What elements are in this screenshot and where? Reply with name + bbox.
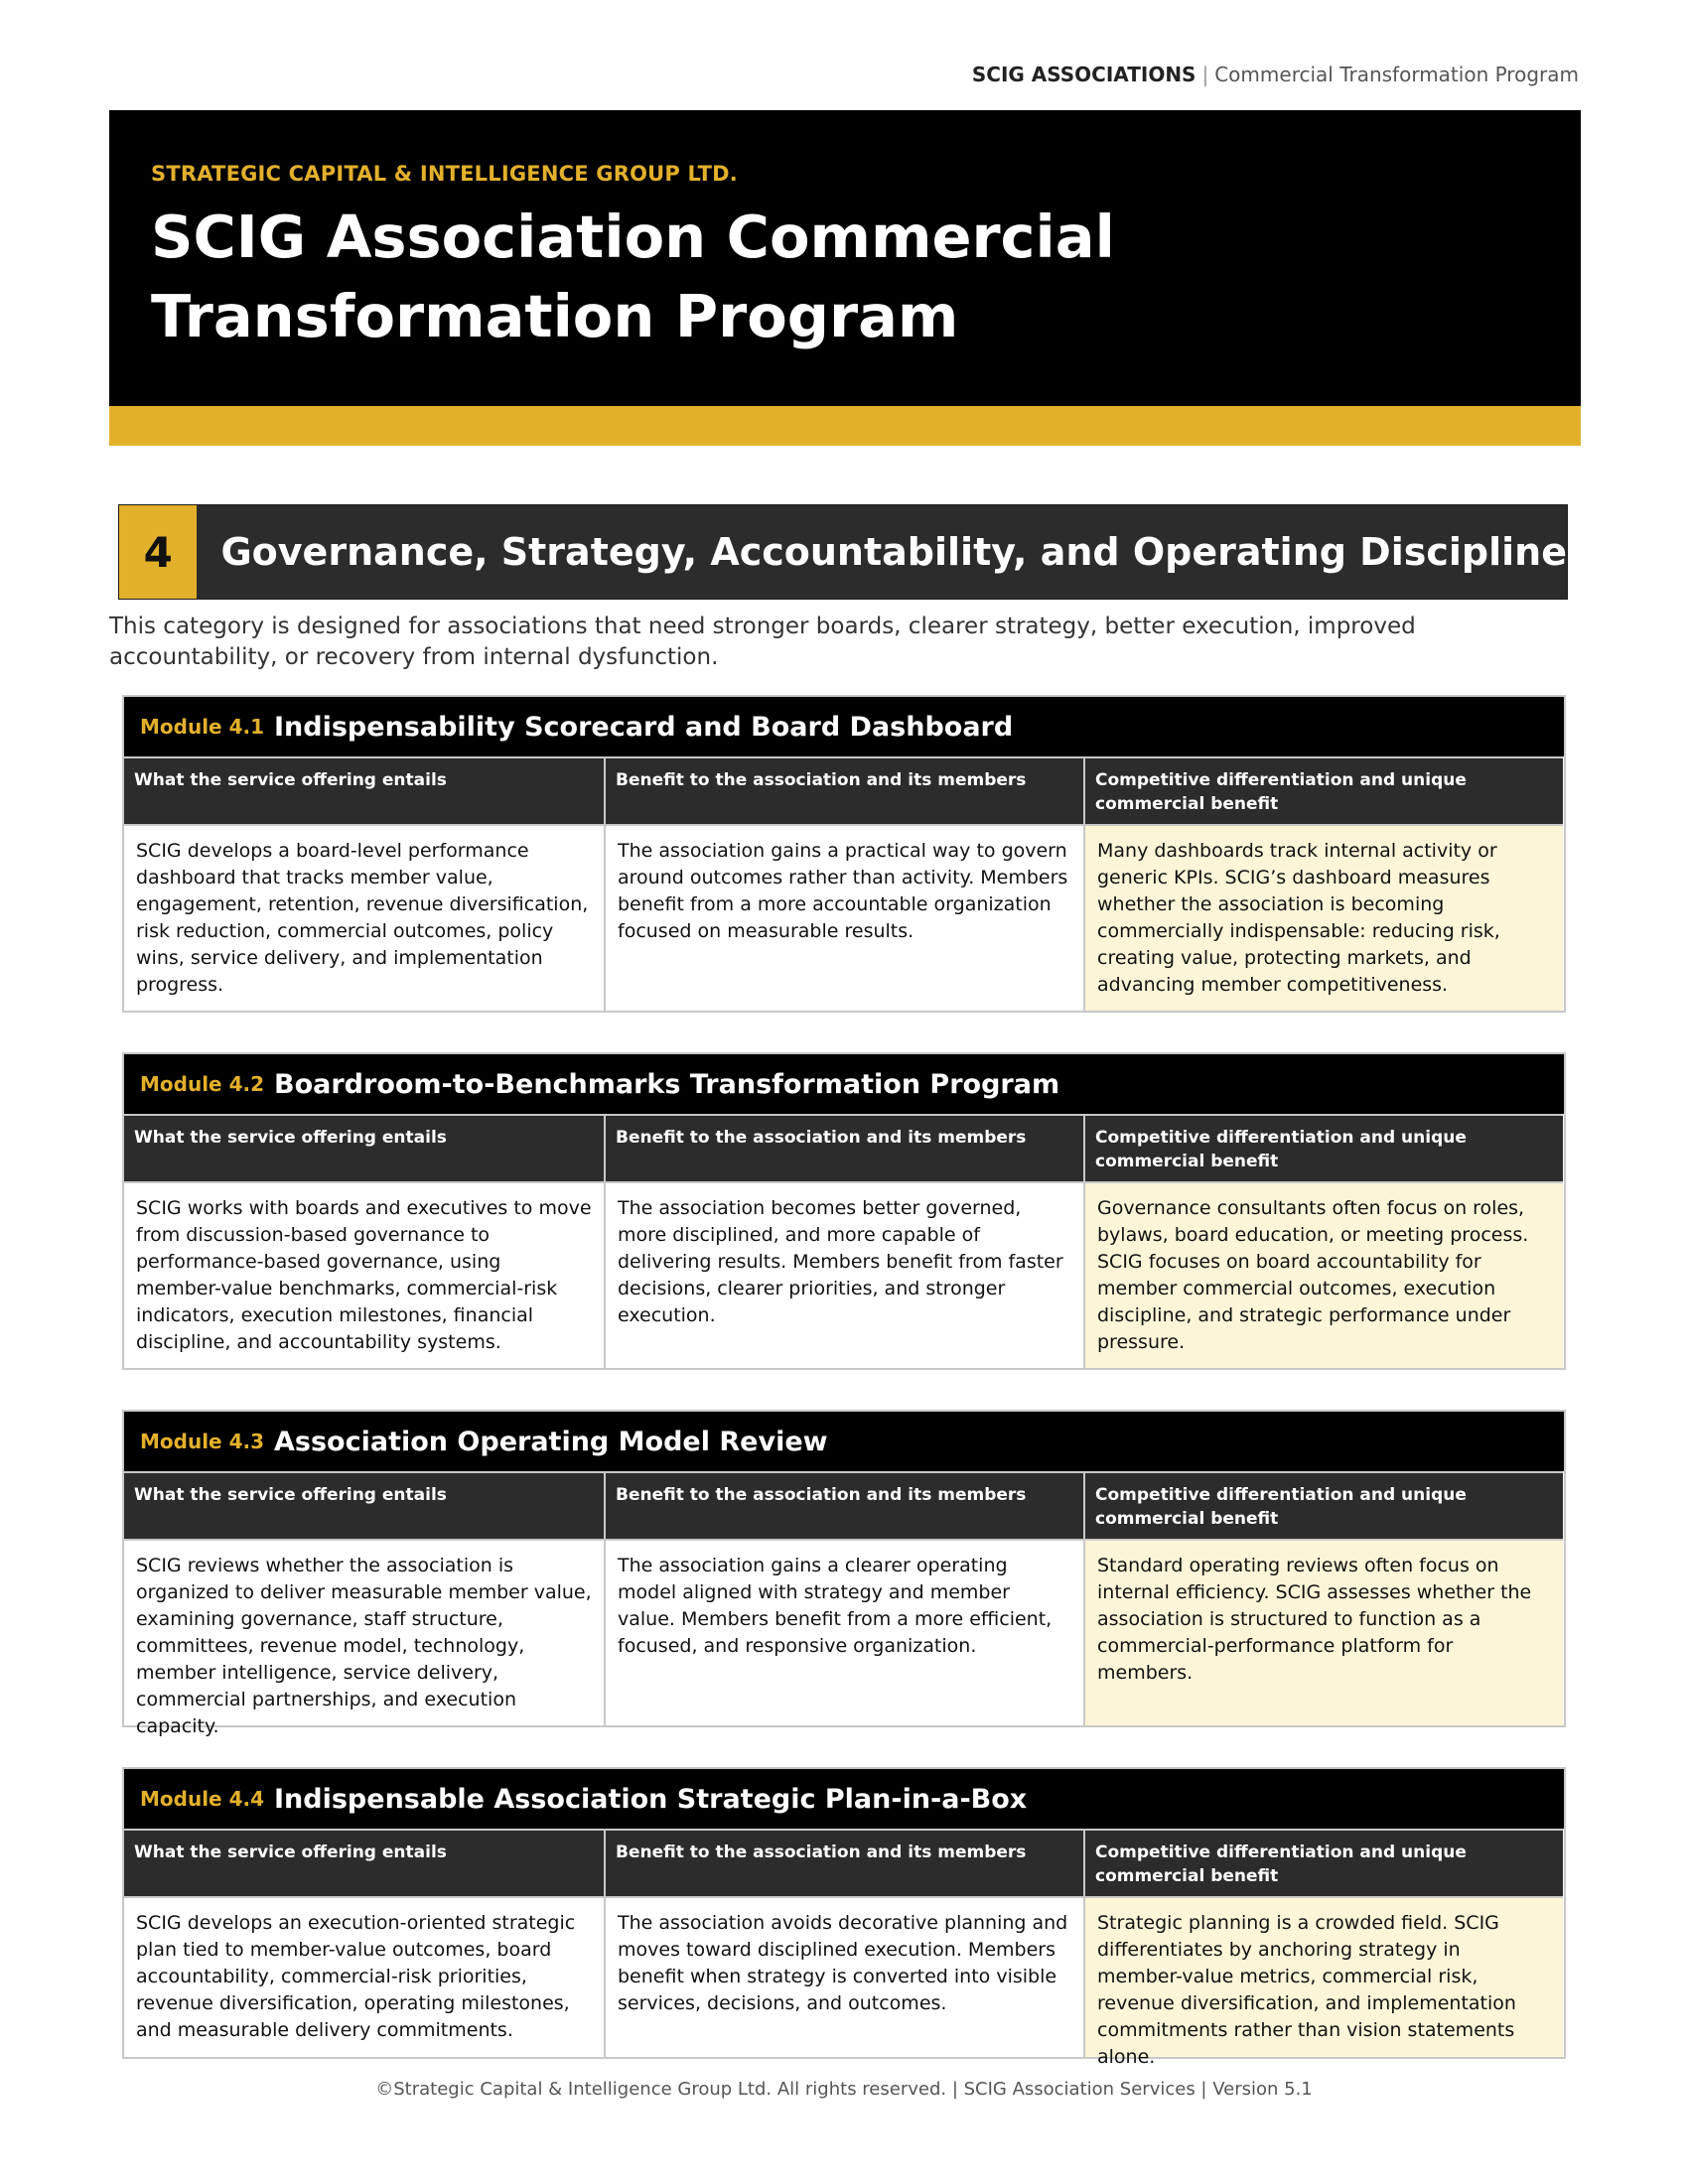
module-title: Boardroom-to-Benchmarks Transformation Program [274, 1068, 1060, 1100]
module-title: Indispensable Association Strategic Plan-in-a-Box [274, 1783, 1028, 1815]
module-table [124, 1471, 1564, 1737]
module-tag: Module 4.3 [140, 1430, 265, 1453]
entails-cell: SCIG develops a board-level performance dashboard that tracks member value, engagement, retention, revenue diversification, risk reduction, commercial outcomes, policy wins, service delivery, and implementation progress. [124, 824, 604, 1011]
module-table [124, 1829, 1564, 2068]
entails-cell: SCIG works with boards and executives to move from discussion-based governance to performance-based governance, using member-value benchmarks, commercial-risk indicators, execution milestones, financial discipline, and accountability systems. [124, 1181, 604, 1368]
hero-title: SCIG Association Commercial Transformation Program [151, 203, 1115, 350]
differentiation-cell: Standard operating reviews often focus on internal efficiency. SCIG assesses whether the association is structured to function as a commercial-performance platform for members. [1085, 1539, 1563, 1725]
section-header [118, 504, 1568, 600]
module-card [122, 695, 1566, 1013]
column-header: Competitive differentiation and unique commercial benefit [1085, 1114, 1563, 1181]
module-table [124, 756, 1564, 1011]
column-header: Benefit to the association and its members [606, 1829, 1083, 1896]
module-tag: Module 4.1 [140, 715, 265, 739]
page-footer: ©Strategic Capital & Intelligence Group Ltd. All rights reserved. | SCIG Association Services | Version 5.1 [375, 2079, 1313, 2100]
differentiation-cell: Many dashboards track internal activity or generic KPIs. SCIG’s dashboard measures whether the association is becoming commercially indispensable: reducing risk, creating value, protecting markets, and advancing member competitiveness. [1085, 824, 1563, 1011]
entails-cell: SCIG develops an execution-oriented strategic plan tied to member-value outcomes, board accountability, commercial-risk priorities, revenue diversification, operating milestones, and measurable delivery commitments. [124, 1896, 604, 2057]
column-header: Competitive differentiation and unique commercial benefit [1085, 1829, 1563, 1896]
differentiation-column [1083, 756, 1563, 1011]
hero-banner [109, 110, 1581, 406]
running-header [972, 63, 1579, 86]
benefit-column [604, 1471, 1083, 1725]
module-card [122, 1052, 1566, 1370]
differentiation-column [1083, 1829, 1563, 2068]
differentiation-column [1083, 1114, 1563, 1368]
entails-cell: SCIG reviews whether the association is organized to deliver measurable member value, examining governance, staff structure, committees, revenue model, technology, member intelligence, service delivery, commercial partnerships, and execution capacity. [124, 1539, 604, 1725]
module-title: Association Operating Model Review [274, 1426, 828, 1457]
section-number: 4 [119, 505, 197, 599]
column-header: Competitive differentiation and unique commercial benefit [1085, 1471, 1563, 1539]
running-header-org: SCIG ASSOCIATIONS [971, 63, 1196, 86]
module-card [122, 1767, 1566, 2068]
benefit-column [604, 1114, 1083, 1368]
benefit-cell: The association becomes better governed, more disciplined, and more capable of delivering results. Members benefit from faster decisions, clearer priorities, and stronger execution. [606, 1181, 1083, 1368]
entails-column [124, 1471, 604, 1737]
section-intro: This category is designed for associations that need stronger boards, clearer strategy, better execution, improved accountability, or recovery from internal dysfunction. [109, 614, 1416, 670]
column-header: What the service offering entails [124, 1114, 604, 1181]
hero-eyebrow: STRATEGIC CAPITAL & INTELLIGENCE GROUP LTD. [151, 162, 738, 186]
module-table [124, 1114, 1564, 1368]
differentiation-cell: Strategic planning is a crowded field. SCIG differentiates by anchoring strategy in member-value metrics, commercial risk, revenue diversification, and implementation commitments rather than vision statements alone. [1085, 1896, 1563, 2057]
column-header: What the service offering entails [124, 1829, 604, 1896]
benefit-column [604, 756, 1083, 1011]
running-header-program: Commercial Transformation Program [1214, 63, 1579, 86]
column-header: Benefit to the association and its members [606, 1471, 1083, 1539]
column-header: Benefit to the association and its members [606, 756, 1083, 824]
benefit-cell: The association gains a clearer operating model aligned with strategy and member value. Members benefit from a more efficient, focused, and responsive organization. [606, 1539, 1083, 1725]
hero-accent-band [109, 406, 1581, 446]
benefit-cell: The association avoids decorative planning and moves toward disciplined execution. Members benefit when strategy is converted into visible services, decisions, and outcomes. [606, 1896, 1083, 2057]
module-header [124, 1769, 1564, 1829]
module-card [122, 1410, 1566, 1737]
running-header-separator: | [1201, 63, 1209, 86]
entails-column [124, 1114, 604, 1368]
benefit-column [604, 1829, 1083, 2057]
entails-column [124, 756, 604, 1011]
column-header: Benefit to the association and its members [606, 1114, 1083, 1181]
module-tag: Module 4.4 [140, 1787, 265, 1811]
column-header: What the service offering entails [124, 756, 604, 824]
module-title: Indispensability Scorecard and Board Dashboard [274, 711, 1014, 743]
section-title: Governance, Strategy, Accountability, and Operating Discipline [220, 530, 1567, 574]
differentiation-column [1083, 1471, 1563, 1725]
module-header [124, 697, 1564, 756]
module-tag: Module 4.2 [140, 1072, 265, 1096]
module-header [124, 1054, 1564, 1114]
module-header [124, 1412, 1564, 1471]
column-header: What the service offering entails [124, 1471, 604, 1539]
column-header: Competitive differentiation and unique commercial benefit [1085, 756, 1563, 824]
benefit-cell: The association gains a practical way to govern around outcomes rather than activity. Members benefit from a more accountable organization focused on measurable results. [606, 824, 1083, 1011]
differentiation-cell: Governance consultants often focus on roles, bylaws, board education, or meeting process. SCIG focuses on board accountability for member commercial outcomes, execution discipline, and strategic performance under pressure. [1085, 1181, 1563, 1368]
entails-column [124, 1829, 604, 2057]
